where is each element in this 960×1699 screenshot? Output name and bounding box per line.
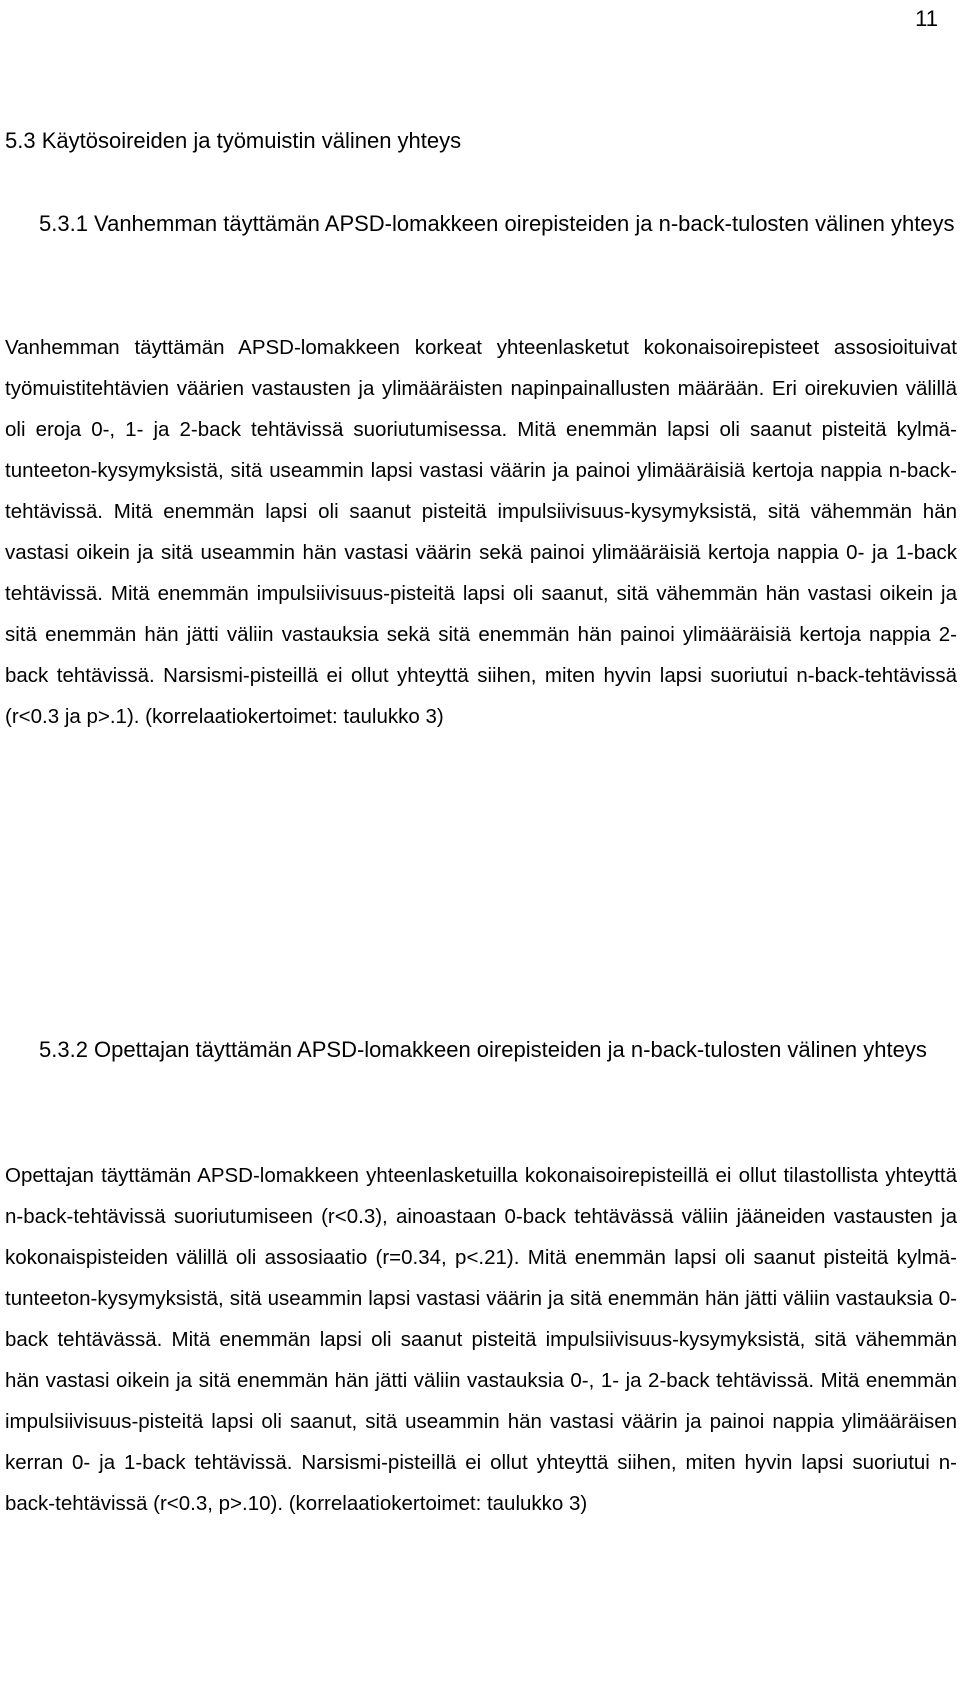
subsection-2-paragraph: Opettajan täyttämän APSD-lomakkeen yhteenlasketuilla kokonaisoirepisteillä ei ollut tilastollista yhteyttä n-back-tehtävissä suoriutumiseen (r<0.3), ainoastaan 0-back tehtävässä väliin jääneiden vastausten ja kokonaispisteiden välillä oli assosiaatio (r=0.34, p<.21). Mitä enemmän lapsi oli saanut pisteitä kylmä-tunteeton-kysymyksistä, sitä useammin lapsi vastasi väärin ja sitä enemmän hän jätti väliin vastauksia 0-back tehtävässä. Mitä enemmän lapsi oli saanut pisteitä impulsiivisuus-kysymyksistä, sitä vähemmän hän vastasi oikein ja sitä enemmän hän jätti väliin vastauksia 0-, 1- ja 2-back tehtävissä. Mitä enemmän impulsiivisuus-pisteitä lapsi oli saanut, sitä useammin hän vastasi väärin ja painoi nappia ylimääräisen kerran 0- ja 1-back tehtävissä. Narsismi-pisteillä ei ollut yhteyttä siihen, miten hyvin lapsi suoriutui n-back-tehtävissä (r<0.3, p>.10). (korrelaatiokertoimet: taulukko 3): [5, 1164, 957, 1515]
subsection-1-paragraph: Vanhemman täyttämän APSD-lomakkeen korkeat yhteenlasketut kokonaisoirepisteet assosioituivat työmuistitehtävien väärien vastausten ja ylimääräisten napinpainallusten määrään. Eri oirekuvien välillä oli eroja 0-, 1- ja 2-back tehtävissä suoriutumisessa. Mitä enemmän lapsi oli saanut pisteitä kylmä-tunteeton-kysymyksistä, sitä useammin lapsi vastasi väärin ja painoi ylimääräisiä kertoja nappia n-back-tehtävissä. Mitä enemmän lapsi oli saanut pisteitä impulsiivisuus-kysymyksistä, sitä vähemmän hän vastasi oikein ja sitä useammin hän vastasi väärin sekä painoi ylimääräisiä kertoja nappia 0- ja 1-back tehtävissä. Mitä enemmän impulsiivisuus-pisteitä lapsi oli saanut, sitä vähemmän hän vastasi oikein ja sitä enemmän hän jätti väliin vastauksia sekä sitä enemmän hän painoi ylimääräisiä kertoja nappia 2-back tehtävissä. Narsismi-pisteillä ei ollut yhteyttä siihen, miten hyvin lapsi suoriutui n-back-tehtävissä (r<0.3 ja p>.1). (korrelaatiokertoimet: taulukko 3): [5, 336, 957, 728]
page-number: 11: [915, 6, 938, 31]
section-heading: 5.3 Käytösoireiden ja työmuistin välinen yhteys: [5, 128, 462, 153]
subsection-1-heading: 5.3.1 Vanhemman täyttämän APSD-lomakkeen oirepisteiden ja n-back-tulosten välinen yhteys: [39, 211, 955, 236]
subsection-2-heading: 5.3.2 Opettajan täyttämän APSD-lomakkeen oirepisteiden ja n-back-tulosten välinen yhteys: [39, 1037, 927, 1062]
